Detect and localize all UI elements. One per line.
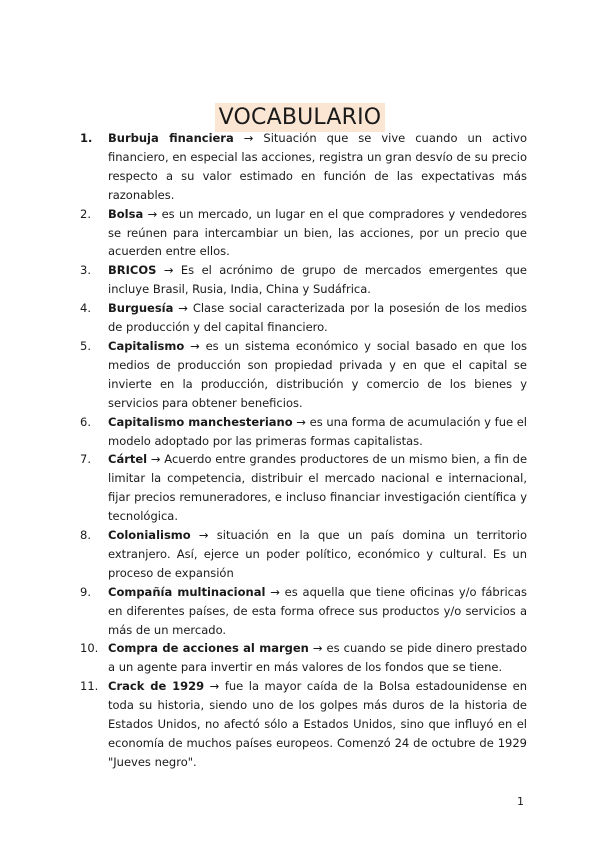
vocab-term: Compra de acciones al margen (108, 641, 309, 656)
vocab-term: Capitalismo manchesteriano (108, 414, 293, 429)
vocab-item-9 (80, 583, 527, 640)
item-number: 3. (80, 263, 91, 278)
vocab-term: Capitalismo (108, 338, 185, 353)
item-number: 6. (80, 414, 91, 429)
vocab-definition: Es el acrónimo de grupo de mercados emergentes que incluye Brasil, Rusia, India, China y Sudáfrica. (108, 263, 527, 297)
vocab-term: Crack de 1929 (108, 679, 205, 694)
vocab-term: Colonialismo (108, 528, 191, 543)
item-number: 4. (80, 301, 91, 316)
vocab-definition: es una forma de acumulación y fue el modelo adoptado por las primeras formas capitalistas. (108, 414, 528, 448)
page-title: VOCABULARIO (215, 103, 386, 132)
item-number: 11. (80, 679, 99, 694)
vocab-definition: fue la mayor caída de la Bolsa estadounidense en toda su historia, siendo uno de los golpes más duros de la historia de Estados Unidos, no afectó sólo a Estados Unidos, sino que influyó en el economía de muchos países europeos. Comenzó 24 de octubre de 1929 "Jueves negro". (108, 679, 528, 769)
item-number: 10. (80, 641, 99, 656)
arrow-icon: → (147, 206, 158, 221)
vocab-term: BRICOS (108, 263, 157, 278)
vocab-definition: situación en la que un país domina un territorio extranjero. Así, ejerce un poder político, económico y cultural. Es un proceso de expansión (108, 528, 528, 580)
page-number: 1 (517, 795, 524, 808)
vocab-item-1 (80, 129, 527, 205)
vocab-item-11 (80, 677, 527, 772)
arrow-icon: → (296, 414, 306, 429)
item-number: 8. (80, 528, 91, 543)
vocabulary-list (80, 129, 527, 772)
vocab-item-3 (80, 261, 527, 299)
vocab-item-8 (80, 526, 527, 583)
vocab-definition: es aquella que tiene oficinas y/o fábricas en diferentes países, de esta forma ofrece sus productos y/o servicios a más de un mercado. (108, 584, 528, 637)
arrow-icon: → (150, 452, 161, 467)
item-number: 7. (80, 452, 91, 467)
arrow-icon: → (178, 301, 188, 316)
item-number: 9. (80, 584, 91, 599)
vocab-definition: es un mercado, un lugar en el que compradores y vendedores se reúnen para intercambiar un bien, las acciones, por un precio que acuerden entre ellos. (108, 206, 528, 259)
arrow-icon: → (190, 338, 200, 353)
arrow-icon: → (163, 263, 174, 278)
vocab-definition: es cuando se pide dinero prestado a un agente para invertir en más valores de los fondos que se tiene. (108, 641, 528, 675)
vocab-term: Burguesía (108, 301, 174, 316)
vocab-item-4 (80, 299, 527, 337)
item-number: 5. (80, 338, 91, 353)
vocab-definition: Situación que se vive cuando un activo financiero, en especial las acciones, registra un gran desvío de su precio respecto a su valor estimado en función de las expectativas más razonables. (108, 131, 528, 202)
arrow-icon: → (270, 584, 280, 599)
arrow-icon: → (209, 679, 220, 694)
item-number: 1. (80, 131, 93, 145)
item-number: 2. (80, 206, 91, 221)
vocab-term: Bolsa (108, 206, 144, 221)
vocab-item-10 (80, 639, 527, 677)
vocab-item-6 (80, 413, 527, 451)
vocab-item-7 (80, 450, 527, 526)
arrow-icon: → (312, 641, 323, 656)
vocab-term: Burbuja financiera (108, 131, 234, 145)
vocab-item-5 (80, 337, 527, 413)
arrow-icon: → (243, 131, 254, 145)
vocab-definition: es un sistema económico y social basado en que los medios de producción son propiedad privada y en que el capital se invierte en la producción, distribución y comercio de los bienes y servicios para obtener beneficios. (108, 338, 528, 410)
vocab-definition: Acuerdo entre grandes productores de un mismo bien, a fin de limitar la competencia, distribuir el mercado nacional e internacional, fijar precios remuneradores, e incluso financiar investigación científica y tecnológica. (108, 452, 528, 524)
vocab-item-2 (80, 205, 527, 262)
vocab-term: Compañía multinacional (108, 584, 266, 599)
arrow-icon: → (198, 528, 209, 543)
vocab-term: Cártel (108, 452, 148, 467)
vocab-definition: Clase social caracterizada por la posesión de los medios de producción y del capital financiero. (108, 301, 528, 335)
